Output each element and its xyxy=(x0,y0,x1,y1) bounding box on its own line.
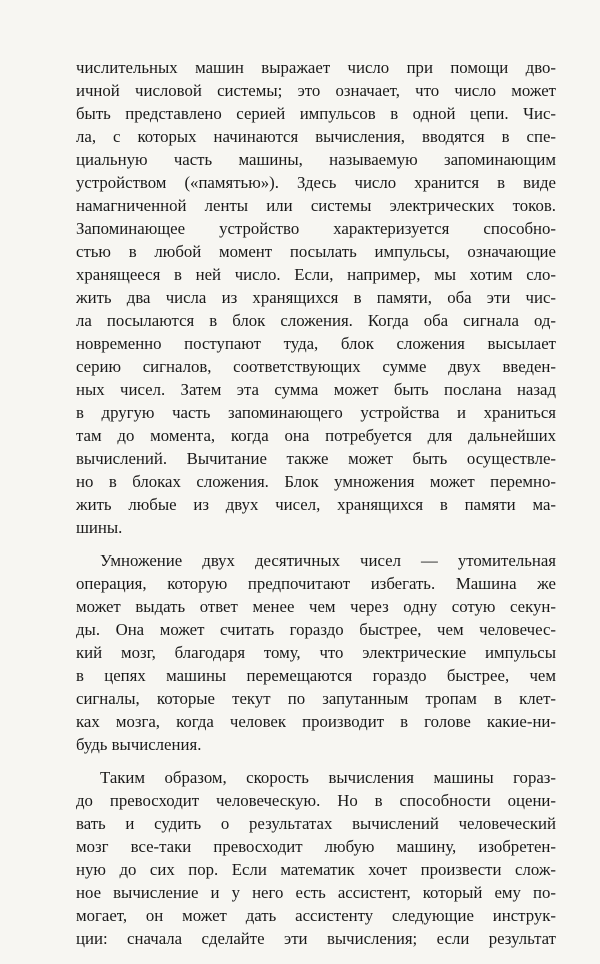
text-line: быть представлено серией импульсов в одной цепи. Чис- xyxy=(76,104,556,123)
text-line: шины. xyxy=(76,518,123,537)
text-line: новременно поступают туда, блок сложения высылает xyxy=(76,334,556,353)
text-line: ции: сначала сделайте эти вычисления; если результат xyxy=(76,929,556,948)
text-line: хранящееся в ней число. Если, например, мы хотим сло- xyxy=(76,265,556,284)
text-line: там до момента, когда она потребуется для дальнейших xyxy=(76,426,556,445)
text-line: в другую часть запоминающего устройства и храниться xyxy=(76,403,556,422)
text-line: до превосходит человеческую. Но в способности оцени- xyxy=(76,791,556,810)
text-line: ных чисел. Затем эта сумма может быть послана назад xyxy=(76,380,556,399)
text-line: сигналы, которые текут по запутанным тропам в клет- xyxy=(76,689,556,708)
text-line: может выдать ответ менее чем через одну сотую секун- xyxy=(76,597,556,616)
text-line: будь вычисления. xyxy=(76,735,202,754)
text-line: кий мозг, благодаря тому, что электрические импульсы xyxy=(76,643,556,662)
text-line: устройством («памятью»). Здесь число хранится в виде xyxy=(76,173,556,192)
text-line: мозг все-таки превосходит любую машину, изобретен- xyxy=(76,837,556,856)
text-line: ла посылаются в блок сложения. Когда оба сигнала од- xyxy=(76,311,556,330)
text-line: ды. Она может считать гораздо быстрее, чем человечес- xyxy=(76,620,556,639)
text-line: ках мозга, когда человек производит в голове какие-ни- xyxy=(76,712,556,731)
text-line: вычислений. Вычитание также может быть осуществле- xyxy=(76,449,556,468)
text-line: намагниченной ленты или системы электрических токов. xyxy=(76,196,556,215)
text-line: ичной числовой системы; это означает, что число может xyxy=(76,81,556,100)
text-line: ное вычисление и у него есть ассистент, который ему по- xyxy=(76,883,556,902)
text-line: циальную часть машины, называемую запоминающим xyxy=(76,150,556,169)
text-line: операция, которую предпочитают избегать. Машина же xyxy=(76,574,556,593)
text-line: Умножение двух десятичных чисел — утомительная xyxy=(100,551,556,570)
text-line: ную до сих пор. Если математик хочет произвести слож- xyxy=(76,860,556,879)
text-line: Запоминающее устройство характеризуется способно- xyxy=(76,219,556,238)
text-line: числительных машин выражает число при помощи дво- xyxy=(76,58,556,77)
text-line: стью в любой момент посылать импульсы, означающие xyxy=(76,242,556,261)
text-line: жить два числа из хранящихся в памяти, оба эти чис- xyxy=(76,288,556,307)
text-line: в цепях машины перемещаются гораздо быстрее, чем xyxy=(76,666,556,685)
text-line: вать и судить о результатах вычислений человеческий xyxy=(76,814,556,833)
text-line: могает, он может дать ассистенту следующие инструк- xyxy=(76,906,556,925)
text-line: ла, с которых начинаются вычисления, вводятся в спе- xyxy=(76,127,556,146)
text-line: серию сигналов, соответствующих сумме двух введен- xyxy=(76,357,556,376)
text-line: Таким образом, скорость вычисления машины гораз- xyxy=(100,768,556,787)
text-line: но в блоках сложения. Блок умножения может перемно- xyxy=(76,472,556,491)
text-line: жить любые из двух чисел, хранящихся в памяти ма- xyxy=(76,495,556,514)
